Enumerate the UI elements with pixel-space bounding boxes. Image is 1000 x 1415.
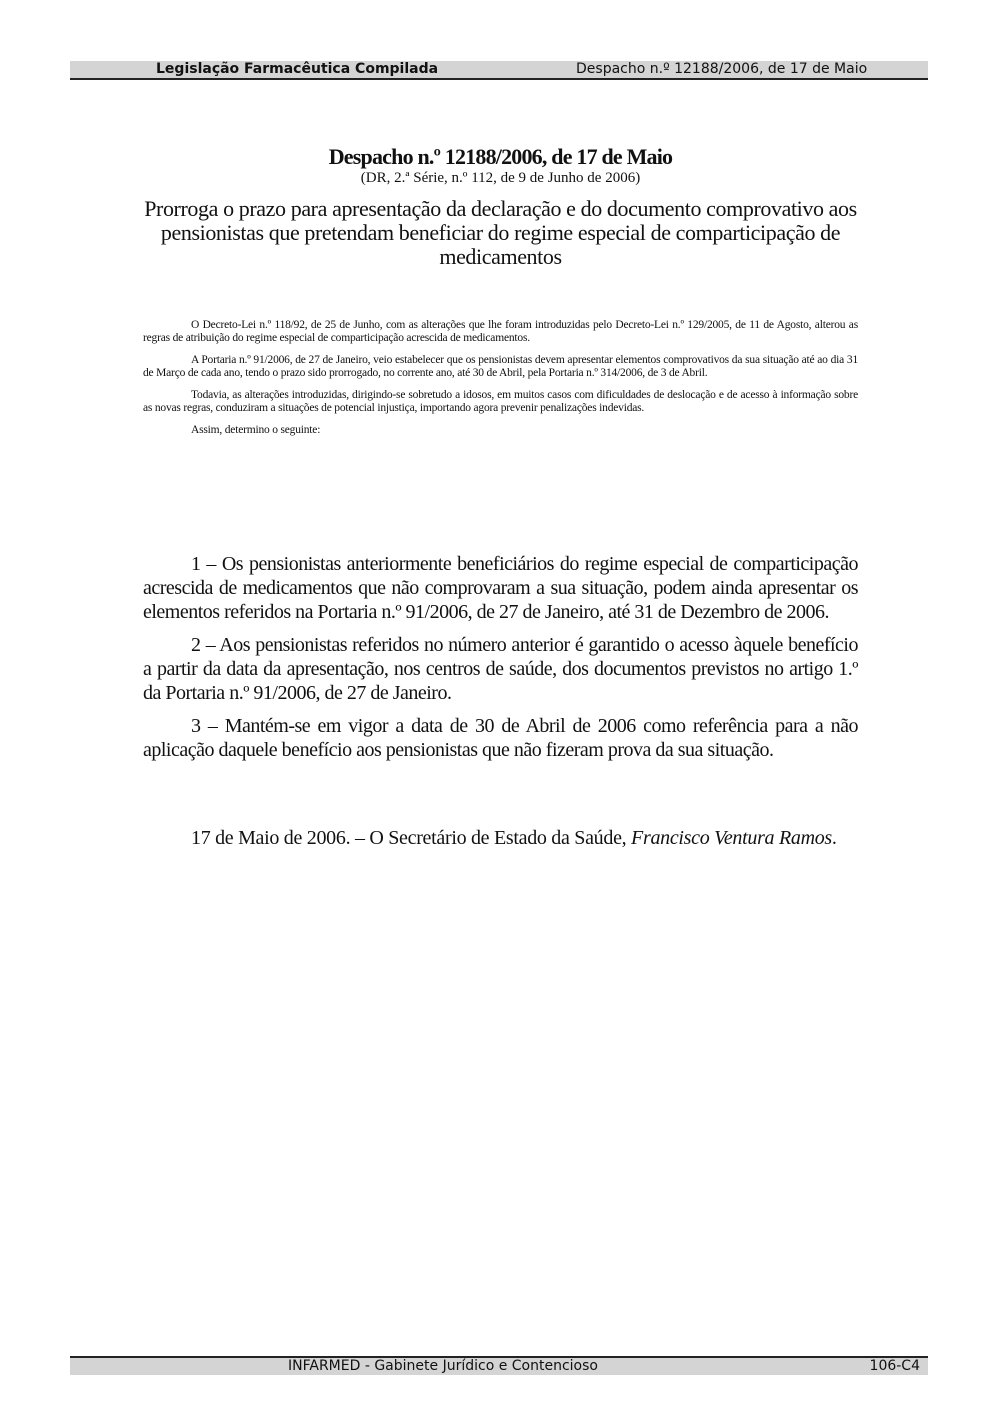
signature-end: . <box>831 827 837 849</box>
signature <box>143 826 858 850</box>
signatory-name: Francisco Ventura Ramos <box>631 827 832 849</box>
article-1: 1 – Os pensionistas anteriormente beneficiários do regime especial de comparticipação acrescida de medicamentos que não comprovaram a sua situação, podem ainda apresentar os elementos referidos na Portaria n.º 91/2006, de 27 de Janeiro, até 31 de Dezembro de 2006. <box>143 553 858 623</box>
article-2: 2 – Aos pensionistas referidos no número anterior é garantido o acesso àquele benefício a partir da data da apresentação, nos centros de saúde, dos documentos previstos no artigo 1.º da Portaria n.º 91/2006, de 27 de Janeiro. <box>143 634 858 704</box>
article-3: 3 – Mantém-se em vigor a data de 30 de Abril de 2006 como referência para a não aplicação daquele benefício aos pensionistas que não fizeram prova da sua situação. <box>143 715 858 761</box>
preamble-paragraph: Todavia, as alterações introduzidas, dirigindo-se sobretudo a idosos, em muitos casos com dificuldades de deslocação e de acesso à informação sobre as novas regras, conduziram a situações de potencial injustiça, importando agora prevenir penalizações indevidas. <box>143 389 858 414</box>
signature-text: 17 de Maio de 2006. – O Secretário de Estado da Saúde, <box>191 827 632 849</box>
document-source: (DR, 2.ª Série, n.º 112, de 9 de Junho de 2006) <box>360 170 641 186</box>
header-document-ref: Despacho n.º 12188/2006, de 17 de Maio <box>576 61 868 77</box>
preamble-paragraph: A Portaria n.º 91/2006, de 27 de Janeiro, veio estabelecer que os pensionistas devem apresentar elementos comprovativos da sua situação até ao dia 31 de Março de cada ano, tendo o prazo sido prorrogado, no corrente ano, até 30 de Abril, pela Portaria n.º 314/2006, de 3 de Abril. <box>143 354 858 379</box>
articles <box>143 552 858 771</box>
page-footer <box>70 1356 928 1375</box>
preamble-paragraph: O Decreto-Lei n.º 118/92, de 25 de Junho, com as alterações que lhe foram introduzidas pelo Decreto-Lei n.º 129/2005, de 11 de Agosto, alterou as regras de atribuição do regime especial de comparticipação acrescida de medicamentos. <box>143 319 858 344</box>
document-subject: Prorroga o prazo para apresentação da declaração e do documento comprovativo aos pensionistas que pretendam beneficiar do regime especial de comparticipação de medicamentos <box>144 196 857 269</box>
footer-organization: INFARMED - Gabinete Jurídico e Contencioso <box>288 1358 598 1374</box>
preamble <box>143 319 858 447</box>
document-title: Despacho n.º 12188/2006, de 17 de Maio <box>328 144 673 169</box>
page-header <box>70 61 928 80</box>
footer-page-number: 106-C4 <box>869 1358 920 1374</box>
title-block <box>143 145 858 269</box>
preamble-paragraph: Assim, determino o seguinte: <box>191 424 321 436</box>
header-collection-title: Legislação Farmacêutica Compilada <box>156 61 439 77</box>
